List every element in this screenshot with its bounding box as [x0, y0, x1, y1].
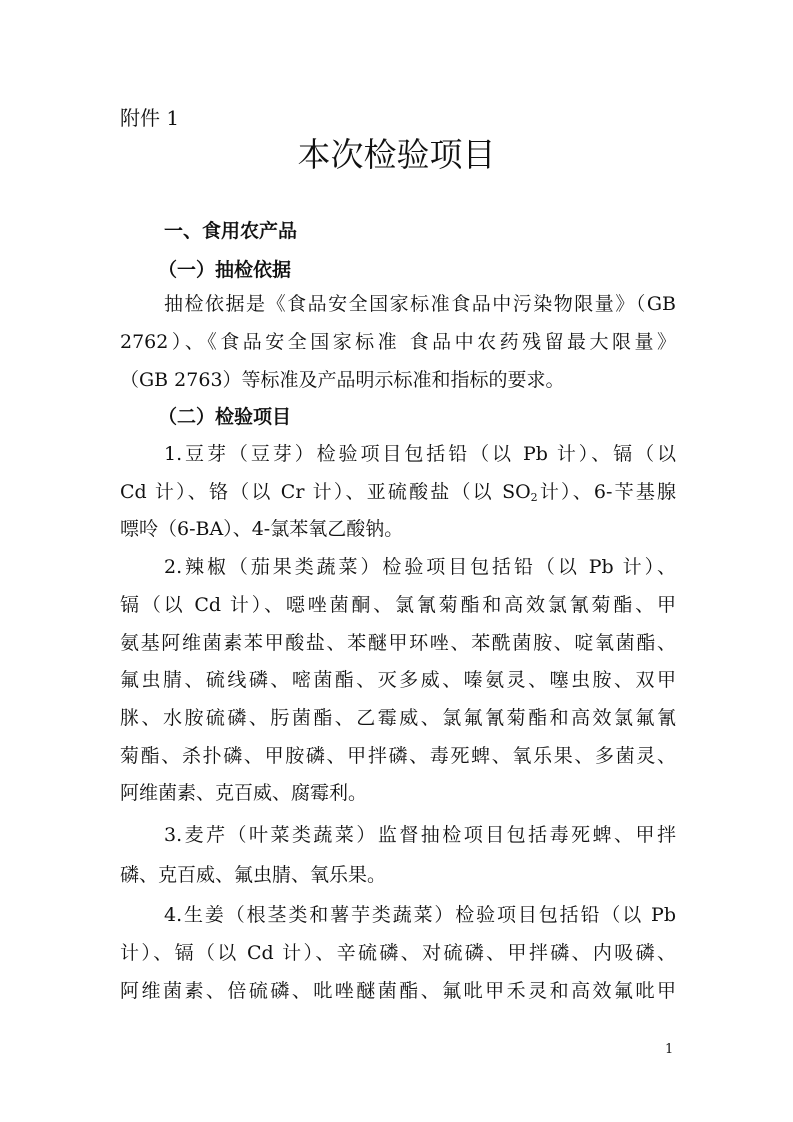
item1-line: 嘌呤（6-BA）、4-氯苯氧乙酸钠。	[120, 518, 404, 540]
item4-line: 计）、镉（以 Cd 计）、辛硫磷、对硫磷、甲拌磷、内吸磷、	[120, 942, 676, 964]
item1-text-part: Cd 计）、铬（以 Cr 计）、亚硫酸盐（以 SO	[120, 481, 531, 503]
basis-line: （GB 2763）等标准及产品明示标准和指标的要求。	[120, 369, 565, 391]
item4-line: 阿维菌素、倍硫磷、吡唑醚菌酯、氟吡甲禾灵和高效氟吡甲	[120, 980, 676, 1002]
item2-line: 2.辣椒（茄果类蔬菜）检验项目包括铅（以 Pb 计）、	[164, 556, 676, 578]
page-title: 本次检验项目	[297, 135, 496, 174]
item1-line-with-subscript	[120, 478, 676, 506]
item2-line: 菊酯、杀扑磷、甲胺磷、甲拌磷、毒死蜱、氧乐果、多菌灵、	[120, 745, 676, 767]
basis-line: 抽检依据是《食品安全国家标准食品中污染物限量》（GB	[164, 293, 676, 315]
item1-text-part: 计）、6-苄基腺	[537, 481, 677, 503]
annex-label: 附件 1	[120, 106, 180, 130]
item2-line: 阿维菌素、克百威、腐霉利。	[120, 782, 368, 804]
page-number: 1	[665, 1042, 674, 1057]
section-heading-food-agricultural-products: 一、食用农产品	[164, 220, 298, 242]
item3-line: 3.麦芹（叶菜类蔬菜）监督抽检项目包括毒死蜱、甲拌	[164, 824, 676, 846]
subsection-heading-basis: （一）抽检依据	[158, 259, 292, 281]
item2-line: 镉（以 Cd 计）、噁唑菌酮、氯氰菊酯和高效氯氰菊酯、甲	[120, 594, 676, 616]
item4-line: 4.生姜（根茎类和薯芋类蔬菜）检验项目包括铅（以 Pb	[164, 904, 676, 926]
subsection-heading-test-items: （二）检验项目	[158, 406, 292, 428]
basis-line: 2762）、《食品安全国家标准 食品中农药残留最大限量》	[120, 331, 676, 353]
item2-line: 氨基阿维菌素苯甲酸盐、苯醚甲环唑、苯酰菌胺、啶氧菌酯、	[120, 632, 676, 654]
item2-line: 脒、水胺硫磷、肟菌酯、乙霉威、氯氟氰菊酯和高效氯氟氰	[120, 707, 676, 729]
item3-line: 磷、克百威、氟虫腈、氧乐果。	[120, 864, 387, 886]
item1-line: 1.豆芽（豆芽）检验项目包括铅（以 Pb 计）、镉（以	[164, 443, 676, 465]
item2-line: 氟虫腈、硫线磷、嘧菌酯、灭多威、嗪氨灵、噻虫胺、双甲	[120, 669, 676, 691]
subscript-2: 2	[530, 491, 538, 504]
